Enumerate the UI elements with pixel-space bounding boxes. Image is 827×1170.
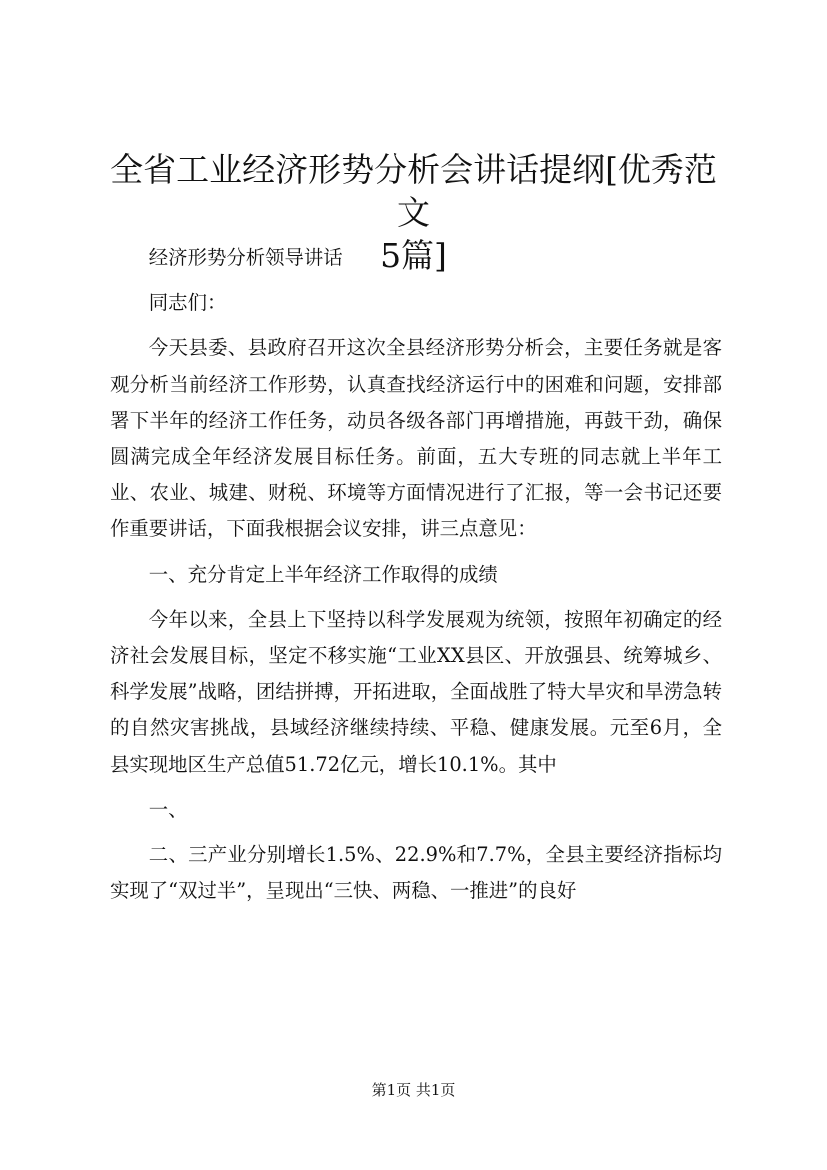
paragraph-heading: 经济形势分析领导讲话 bbox=[148, 246, 343, 269]
paragraph-intro: 今天县委、县政府召开这次全县经济形势分析会，主要任务就是客观分析当前经济工作形势，认真查找经济运行中的困难和问题，安排部署下半年的经济工作任务，动员各级各部门再增措施，再鼓干劲，确保圆满完成全年经济发展目标任务。前面，五大专班的同志就上半年工业、农业、城建、财税、环境等方面情况进行了汇报，等一会书记还要作重要讲话，下面我根据会议安排，讲三点意见： bbox=[110, 336, 722, 541]
paragraph-achievements: 今年以来，全县上下坚持以科学发展观为统领，按照年初确定的经济社会发展目标，坚定不移实施“工业XX县区、开放强县、统筹城乡、科学发展”战略，团结拼搏，开拓进取，全面战胜了特大旱灾和旱涝急转的自然灾害挑战，县域经济继续持续、平稳、健康发展。元至6月，全县实现地区生产总值51.72亿元，增长10.1%。其中 bbox=[110, 607, 722, 776]
document-title-line-1: 全省工业经济形势分析会讲话提纲[优秀范文 bbox=[110, 150, 717, 232]
paragraph-salutation: 同志们： bbox=[148, 291, 227, 315]
paragraph-indicators: 二、三产业分别增长1.5%、22.9%和7.7%，全县主要经济指标均实现了“双过半”，呈现出“三快、两稳、一推进”的良好 bbox=[110, 843, 722, 903]
page-footer: 第1页 共1页 bbox=[371, 1081, 456, 1099]
document-title-line-2: 5篇] bbox=[380, 236, 447, 275]
paragraph-list-marker: 一、 bbox=[148, 797, 188, 821]
section-heading-1: 一、充分肯定上半年经济工作取得的成绩 bbox=[148, 562, 498, 586]
document-body bbox=[110, 240, 722, 918]
